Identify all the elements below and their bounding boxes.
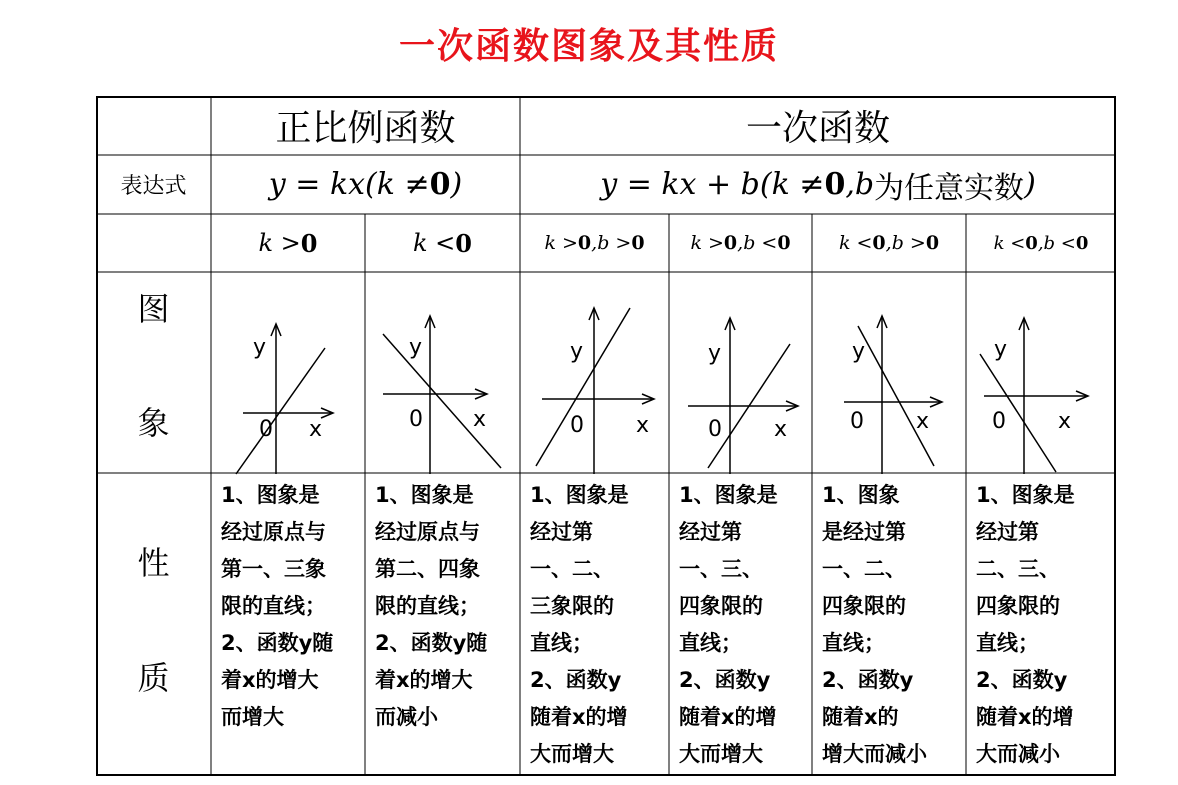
property-line: 1、图象 <box>822 483 900 507</box>
property-line: 2、函数y随 <box>375 631 488 655</box>
property-line: 四象限的 <box>976 594 1060 618</box>
property-line: 1、图象是 <box>679 483 778 507</box>
graph-4-origin-label: 0 <box>708 417 722 442</box>
property-line: 着x的增大 <box>221 668 319 692</box>
graph-2-y-label: y <box>409 335 423 360</box>
function-line <box>383 334 501 468</box>
expression-linear-rest: 为任意实数 <box>874 170 1025 206</box>
property-line: 二、三、 <box>976 557 1060 581</box>
graph-1-y-label: y <box>253 335 267 360</box>
condition-5-pre: k < <box>838 232 873 254</box>
graph-5-origin-label: 0 <box>850 409 864 434</box>
property-line: 是经过第 <box>822 520 906 544</box>
condition-6-pre: k < <box>993 232 1026 254</box>
property-line: 直线； <box>976 631 1039 655</box>
property-line: 1、图象是 <box>375 483 474 507</box>
property-line: 经过原点与 <box>221 520 326 544</box>
page-title: 一次函数图象及其性质 <box>398 26 779 67</box>
property-line: 1、图象是 <box>976 483 1075 507</box>
graph-6-x-label: x <box>1058 409 1072 434</box>
label-graph-1: 图 <box>137 290 170 328</box>
graph-2-x-label: x <box>473 407 487 432</box>
property-line: 经过原点与 <box>375 520 480 544</box>
graph-3-x-label: x <box>636 413 650 438</box>
property-line: 2、函数y <box>679 668 771 692</box>
property-line: 限的直线； <box>375 594 480 618</box>
condition-3-mid: ,b > <box>591 232 632 254</box>
properties-col-1 <box>211 473 365 736</box>
property-line: 一、三、 <box>679 557 763 581</box>
graph-2-origin-label: 0 <box>409 407 423 432</box>
condition-4-pre: k > <box>690 232 724 254</box>
expression-proportional-lhs: y = kx(k ≠ <box>268 167 430 202</box>
condition-6-mid: ,b < <box>1037 232 1076 254</box>
property-line: 大而增大 <box>679 742 763 766</box>
properties-col-2 <box>365 473 520 736</box>
property-line: 随着x的 <box>822 705 899 729</box>
condition-1 <box>211 214 365 272</box>
expression-linear-end: ) <box>1024 167 1036 202</box>
condition-3-b: 0 <box>631 232 645 254</box>
property-line: 2、函数y随 <box>221 631 334 655</box>
condition-4-b: 0 <box>777 232 791 254</box>
condition-3-a: 0 <box>577 232 592 254</box>
graph-k-negative-b-negative <box>976 296 1116 476</box>
property-line: 而减小 <box>375 705 438 729</box>
condition-2-pre: k < <box>413 229 456 257</box>
properties-col-3 <box>520 473 669 773</box>
property-line: 一、二、 <box>530 557 614 581</box>
expression-linear-mid: ,b <box>845 167 875 202</box>
condition-5-a: 0 <box>872 232 886 254</box>
property-line: 大而增大 <box>530 742 614 766</box>
expression-linear-zero: 0 <box>824 167 846 202</box>
header-proportional: 正比例函数 <box>275 108 456 149</box>
graph-3-y-label: y <box>570 339 584 364</box>
property-line: 2、函数y <box>976 668 1068 692</box>
graph-1-x-label: x <box>309 417 323 442</box>
property-line: 随着x的增 <box>530 705 628 729</box>
condition-6-a: 0 <box>1025 232 1038 254</box>
expression-proportional-rhs: ) <box>450 167 463 202</box>
properties-col-6 <box>966 473 1116 773</box>
graph-k-negative-b-positive <box>822 296 962 476</box>
graph-5-x-label: x <box>916 409 930 434</box>
condition-1-pre: k > <box>258 229 301 257</box>
label-property-1: 性 <box>137 544 170 582</box>
property-line: 着x的增大 <box>375 668 473 692</box>
graph-k-positive-b-positive <box>526 296 666 476</box>
property-line: 第一、三象 <box>221 557 326 581</box>
condition-1-a: 0 <box>300 228 318 258</box>
expression-linear <box>520 155 1116 214</box>
property-line: 四象限的 <box>679 594 763 618</box>
property-line: 随着x的增 <box>976 705 1074 729</box>
condition-6 <box>966 214 1116 272</box>
condition-5-mid: ,b > <box>885 232 926 254</box>
property-line: 直线； <box>679 631 742 655</box>
graph-4-y-label: y <box>708 341 722 366</box>
function-line <box>236 348 325 474</box>
function-line <box>536 308 630 466</box>
property-line: 限的直线； <box>221 594 326 618</box>
condition-3-pre: k > <box>544 232 578 254</box>
condition-2-a: 0 <box>455 228 472 258</box>
property-line: 而增大 <box>221 705 284 729</box>
graph-k-positive <box>221 296 361 476</box>
graph-3-origin-label: 0 <box>570 413 584 438</box>
graph-k-positive-b-negative <box>674 296 814 476</box>
property-line: 经过第 <box>530 520 593 544</box>
property-line: 第二、四象 <box>375 557 480 581</box>
condition-4-a: 0 <box>723 232 738 254</box>
property-line: 1、图象是 <box>530 483 629 507</box>
expression-proportional <box>211 155 520 214</box>
graph-4-x-label: x <box>774 417 788 442</box>
function-line <box>858 326 934 466</box>
property-line: 2、函数y <box>822 668 914 692</box>
graph-1-origin-label: 0 <box>259 417 273 442</box>
property-line: 经过第 <box>976 520 1039 544</box>
condition-3 <box>520 214 669 272</box>
graph-6-y-label: y <box>994 337 1008 362</box>
property-line: 一、二、 <box>822 557 906 581</box>
condition-6-b: 0 <box>1075 232 1089 254</box>
graph-5-y-label: y <box>852 339 866 364</box>
graph-6-origin-label: 0 <box>992 409 1006 434</box>
graph-k-negative <box>375 296 515 476</box>
property-line: 三象限的 <box>530 594 614 618</box>
property-line: 直线； <box>530 631 593 655</box>
label-graph-2: 象 <box>137 404 170 442</box>
property-line: 2、函数y <box>530 668 622 692</box>
header-linear: 一次函数 <box>745 108 890 149</box>
property-line: 直线； <box>822 631 885 655</box>
property-line: 四象限的 <box>822 594 906 618</box>
properties-col-5 <box>812 473 966 773</box>
label-expression: 表达式 <box>120 174 187 199</box>
condition-5 <box>812 214 966 272</box>
function-table <box>96 96 1116 776</box>
condition-4 <box>669 214 812 272</box>
properties-col-4 <box>669 473 812 773</box>
property-line: 大而减小 <box>976 742 1060 766</box>
property-line: 随着x的增 <box>679 705 777 729</box>
property-line: 增大而减小 <box>822 742 927 766</box>
condition-2 <box>365 214 520 272</box>
expression-linear-lhs: y = kx + b(k ≠ <box>600 167 825 202</box>
property-line: 1、图象是 <box>221 483 320 507</box>
condition-4-mid: ,b < <box>737 232 778 254</box>
condition-5-b: 0 <box>925 232 940 254</box>
expression-proportional-zero: 0 <box>429 167 451 202</box>
label-property-2: 质 <box>137 659 170 697</box>
property-line: 经过第 <box>679 520 742 544</box>
